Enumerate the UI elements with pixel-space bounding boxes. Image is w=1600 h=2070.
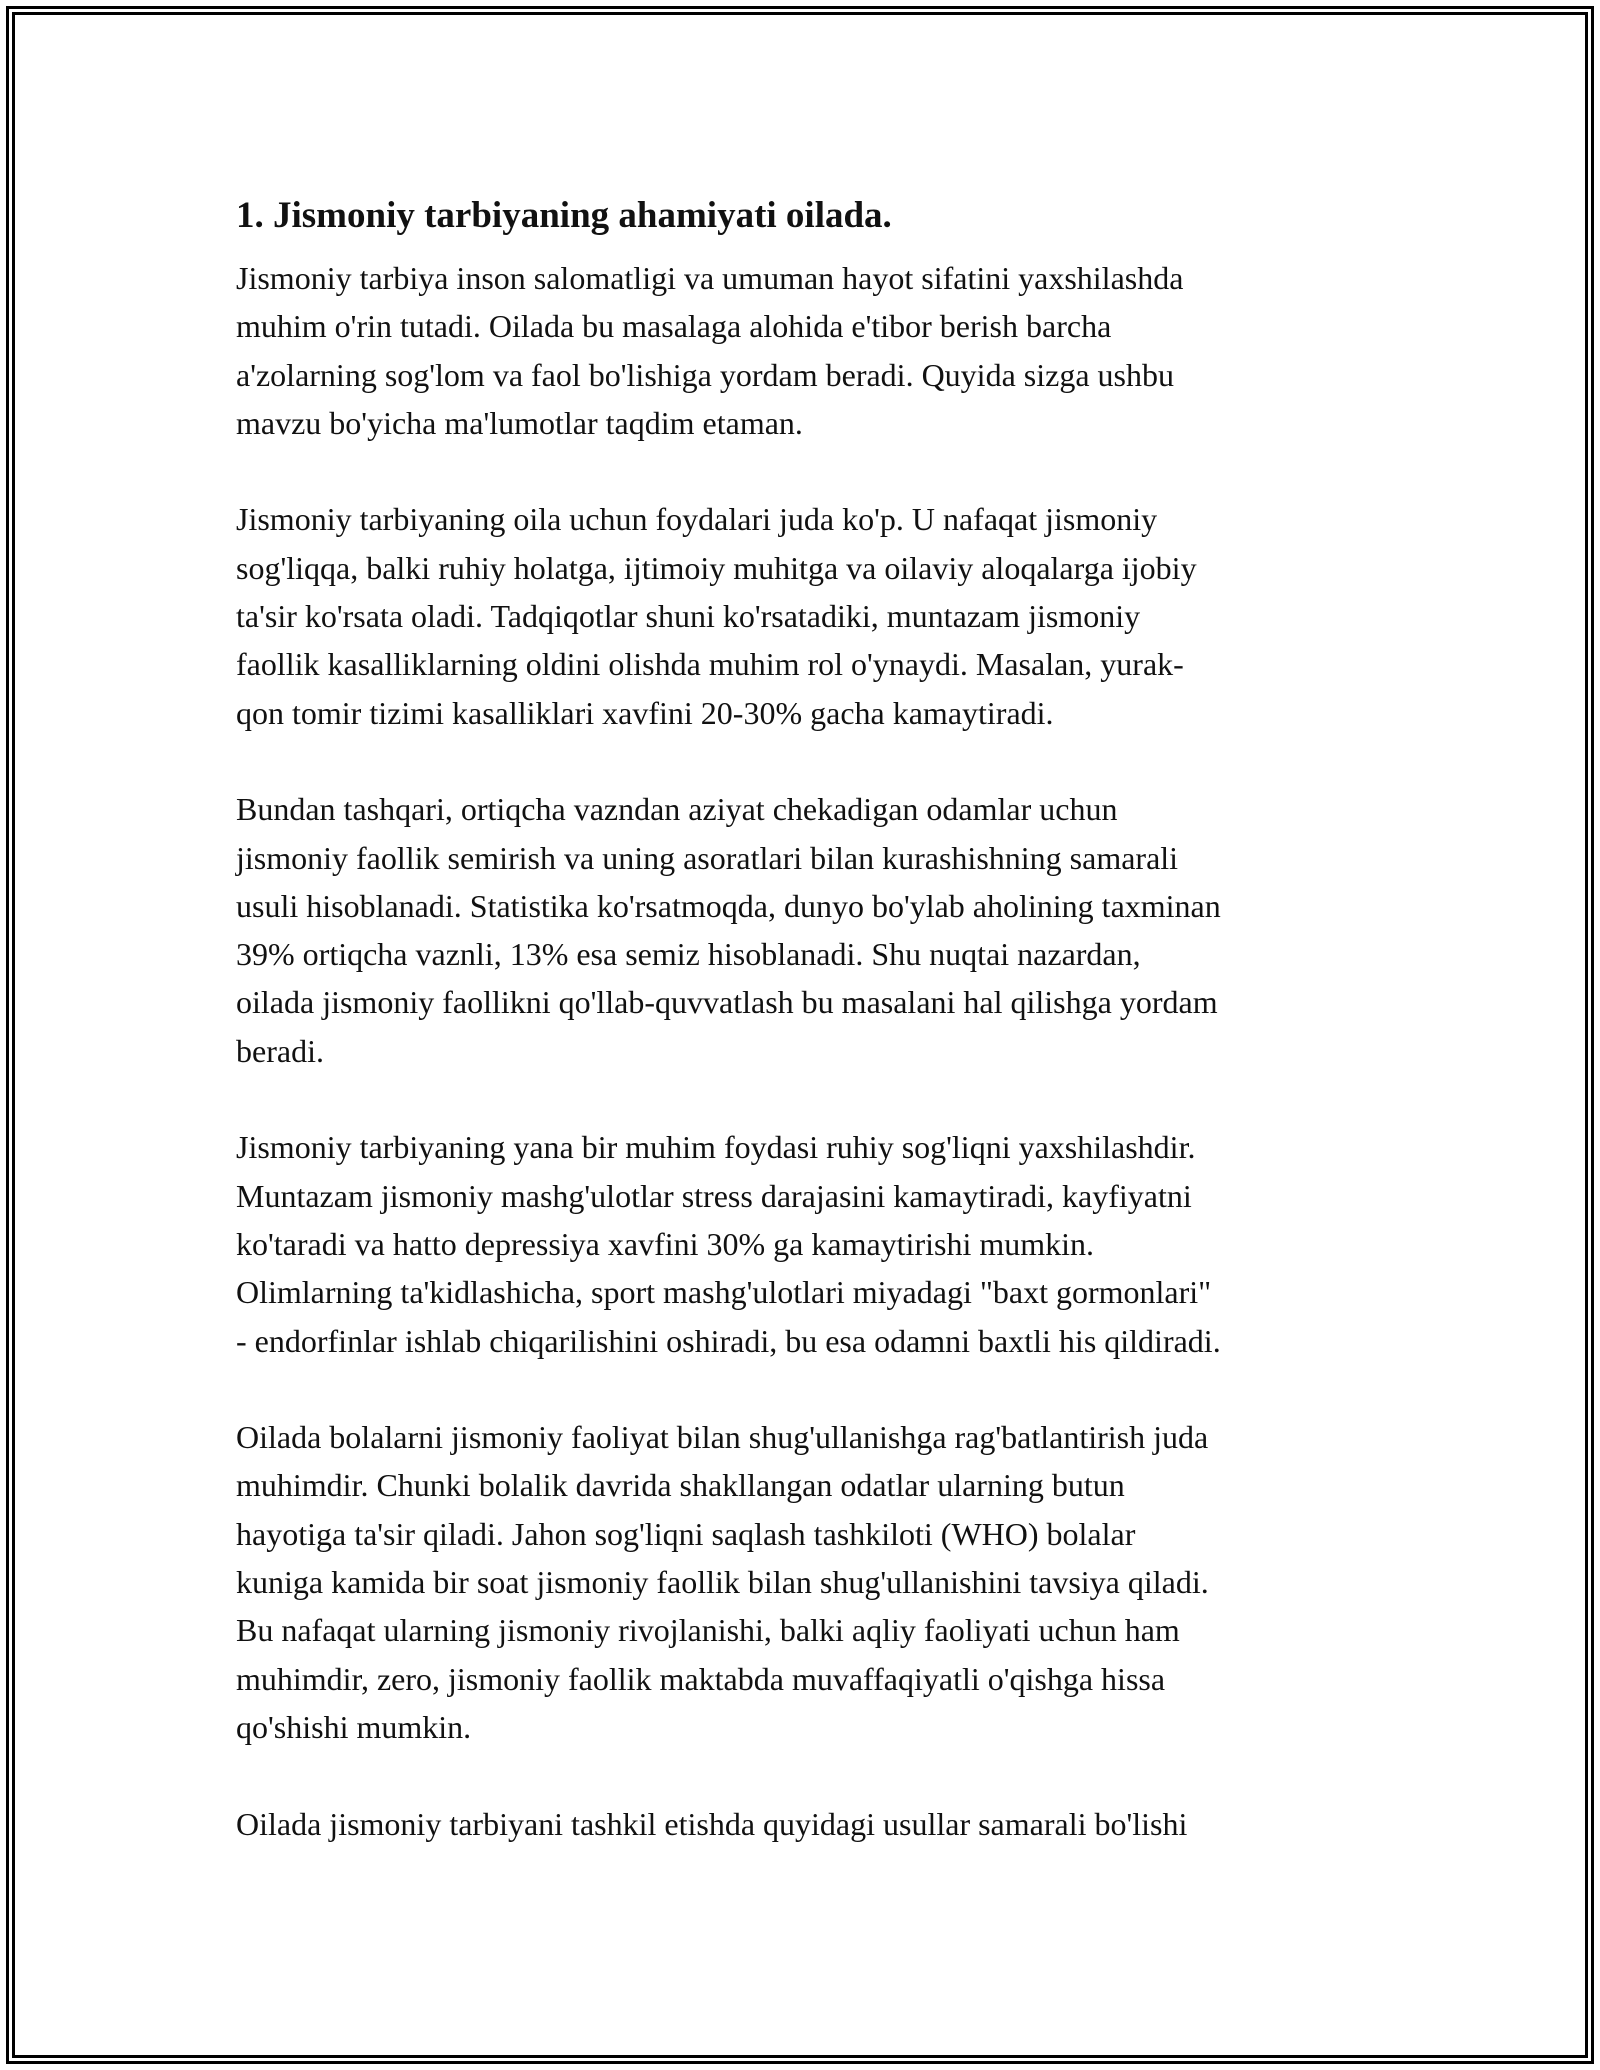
section-heading: 1. Jismoniy tarbiyaning ahamiyati oilada. — [236, 195, 892, 236]
text-line: oilada jismoniy faollikni qo'llab-quvvatlash bu masalani hal qilishga yordam — [236, 984, 1218, 1021]
paragraph-4 — [236, 1123, 1376, 1364]
text-line: hayotiga ta'sir qiladi. Jahon sog'liqni saqlash tashkiloti (WHO) bolalar — [236, 1515, 1136, 1552]
paragraph-5 — [236, 1413, 1376, 1751]
text-line: Bu nafaqat ularning jismoniy rivojlanishi, balki aqliy faoliyati uchun ham — [236, 1612, 1180, 1649]
paragraph-6 — [236, 1800, 1376, 1848]
text-line: mavzu bo'yicha ma'lumotlar taqdim etaman. — [236, 404, 803, 441]
paragraph-1 — [236, 254, 1376, 447]
text-line: ko'taradi va hatto depressiya xavfini 30% ga kamaytirishi mumkin. — [236, 1225, 1094, 1262]
paragraph-3 — [236, 785, 1376, 1075]
text-line: Oilada jismoniy tarbiyani tashkil etishda quyidagi usullar samarali bo'lishi — [236, 1805, 1188, 1842]
text-line: sog'liqqa, balki ruhiy holatga, ijtimoiy muhitga va oilaviy aloqalarga ijobiy — [236, 549, 1197, 586]
text-line: Olimlarning ta'kidlashicha, sport mashg'ulotlari miyadagi "baxt gormonlari" — [236, 1274, 1212, 1311]
text-line: - endorfinlar ishlab chiqarilishini oshiradi, bu esa odamni baxtli his qildiradi. — [236, 1322, 1221, 1359]
paragraph-2 — [236, 495, 1376, 736]
text-line: qo'shishi mumkin. — [236, 1708, 472, 1745]
text-line: Bundan tashqari, ortiqcha vazndan aziyat chekadigan odamlar uchun — [236, 791, 1118, 828]
document-body — [236, 188, 1376, 1896]
text-line: a'zolarning sog'lom va faol bo'lishiga yordam beradi. Quyida sizga ushbu — [236, 356, 1174, 393]
text-line: beradi. — [236, 1032, 324, 1069]
text-line: jismoniy faollik semirish va uning asoratlari bilan kurashishning samarali — [236, 839, 1179, 876]
text-line: Muntazam jismoniy mashg'ulotlar stress darajasini kamaytiradi, kayfiyatni — [236, 1177, 1192, 1214]
text-line: qon tomir tizimi kasalliklari xavfini 20-30% gacha kamaytiradi. — [236, 694, 1054, 731]
text-line: muhim o'rin tutadi. Oilada bu masalaga alohida e'tibor berish barcha — [236, 308, 1112, 345]
text-line: Jismoniy tarbiyaning oila uchun foydalari juda ko'p. U nafaqat jismoniy — [236, 501, 1158, 538]
text-line: faollik kasalliklarning oldini olishda muhim rol o'ynaydi. Masalan, yurak- — [236, 646, 1184, 683]
text-line: ta'sir ko'rsata oladi. Tadqiqotlar shuni ko'rsatadiki, muntazam jismoniy — [236, 598, 1141, 635]
text-line: kuniga kamida bir soat jismoniy faollik bilan shug'ullanishini tavsiya qiladi. — [236, 1564, 1209, 1601]
text-line: muhimdir, zero, jismoniy faollik maktabda muvaffaqiyatli o'qishga hissa — [236, 1660, 1166, 1697]
text-line: 39% ortiqcha vaznli, 13% esa semiz hisoblanadi. Shu nuqtai nazardan, — [236, 936, 1141, 973]
text-line: Oilada bolalarni jismoniy faoliyat bilan shug'ullanishga rag'batlantirish juda — [236, 1419, 1209, 1456]
text-line: muhimdir. Chunki bolalik davrida shakllangan odatlar ularning butun — [236, 1467, 1125, 1504]
text-line: usuli hisoblanadi. Statistika ko'rsatmoqda, dunyo bo'ylab aholining taxminan — [236, 887, 1221, 924]
text-line: Jismoniy tarbiyaning yana bir muhim foydasi ruhiy sog'liqni yaxshilashdir. — [236, 1129, 1196, 1166]
text-line: Jismoniy tarbiya inson salomatligi va umuman hayot sifatini yaxshilashda — [236, 260, 1184, 296]
